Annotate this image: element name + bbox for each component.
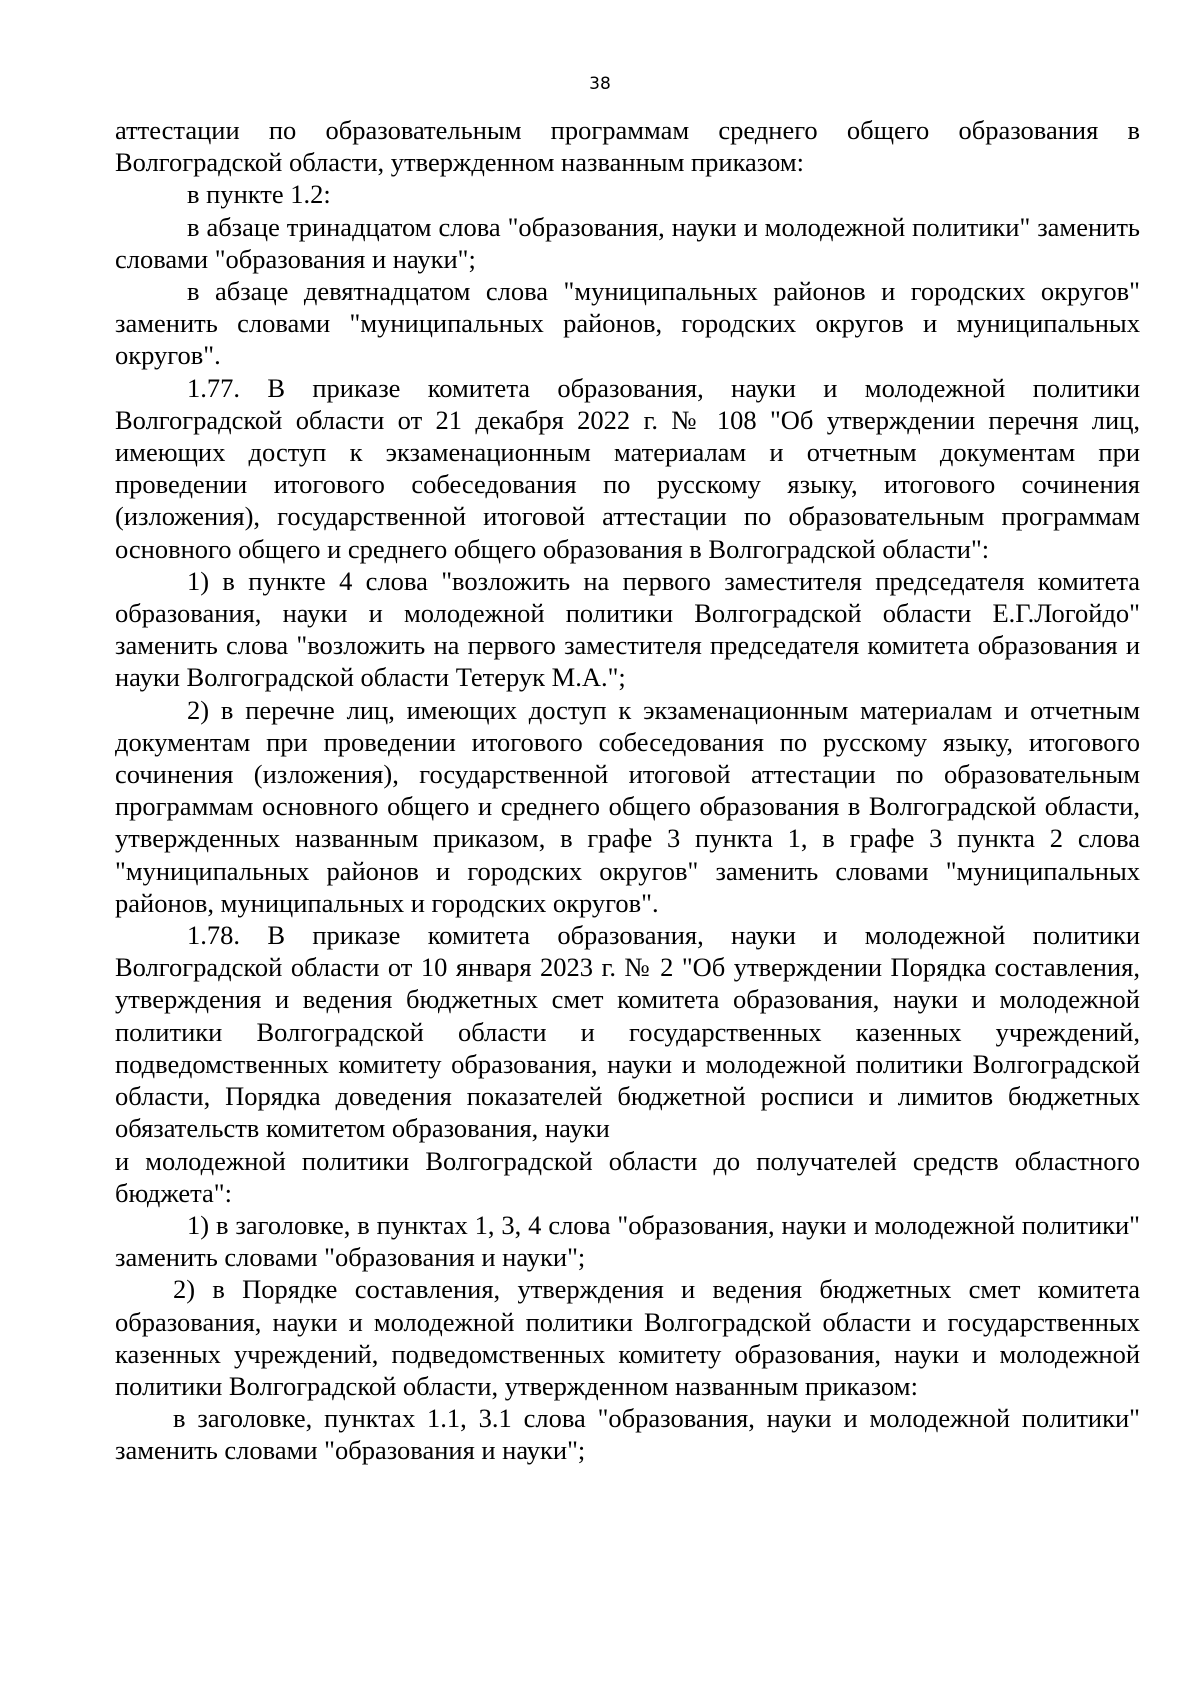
paragraph-1-78-continuation: и молодежной политики Волгоградской области до получателей средств областного бюджета": [115,1145,1140,1208]
paragraph-1-77-item-2: 2) в перечне лиц, имеющих доступ к экзаменационным материалам и отчетным документам при проведении итогового собеседования по русскому языку, итогового сочинения (изложения), государственной итоговой аттестации по образовательным программам основного общего и среднего общего образования в Волгоградской области, утвержденных названным приказом, в графе 3 пункта 1, в графе 3 пункта 2 слова "муниципальных районов и городских округов" заменить словами "муниципальных районов, муниципальных и городских округов". [115,694,1140,918]
paragraph-1-78-item-2: 2) в Порядке составления, утверждения и ведения бюджетных смет комитета образования, науки и молодежной политики Волгоградской области и государственных казенных учреждений, подведомственных комитету образования, науки и молодежной политики Волгоградской области, утвержденном названным приказом: [115,1274,1140,1401]
page-number: 38 [589,74,611,94]
paragraph-1-77: 1.77. В приказе комитета образования, науки и молодежной политики Волгоградской области от 21 декабря 2022 г. № 108 "Об утверждении перечня лиц, имеющих доступ к экзаменационным материалам и отчетным документам при проведении итогового собеседования по русскому языку, итогового сочинения (изложения), государственной итоговой аттестации по образовательным программам основного общего и среднего общего образования в Волгоградской области": [115,372,1140,564]
paragraph-zagolovok: в заголовке, пунктах 1.1, 3.1 слова "образования, науки и молодежной политики" заменить словами "образования и науки"; [115,1403,1140,1466]
paragraph-1-78: 1.78. В приказе комитета образования, науки и молодежной политики Волгоградской области от 10 января 2023 г. № 2 "Об утверждении Порядка составления, утверждения и ведения бюджетных смет комитета образования, науки и молодежной политики Волгоградской области и государственных казенных учреждений, подведомственных комитету образования, науки и молодежной политики Волгоградской области, Порядка доведения показателей бюджетной росписи и лимитов бюджетных обязательств комитетом образования, науки [115,920,1140,1144]
paragraph-1-78-item-1: 1) в заголовке, в пунктах 1, 3, 4 слова "образования, науки и молодежной политики" заменить словами "образования и науки"; [115,1209,1140,1273]
paragraph-1-77-item-1: 1) в пункте 4 слова "возложить на первого заместителя председателя комитета образования, науки и молодежной политики Волгоградской области Е.Г.Логойдо" заменить слова "возложить на первого заместителя председателя комитета образования и науки Волгоградской области Тетерук М.А."; [115,565,1140,693]
paragraph-abzac-19: в абзаце девятнадцатом слова "муниципальных районов и городских округов" заменить словами "муниципальных районов, городских округов и муниципальных округов". [115,276,1140,371]
paragraph-point-1-2: в пункте 1.2: [187,179,331,210]
document-body [115,114,1140,1467]
paragraph-continuation: аттестации по образовательным программам среднего общего образования в Волгоградской области, утвержденном названным приказом: [115,115,1140,178]
paragraph-abzac-13: в абзаце тринадцатом слова "образования, науки и молодежной политики" заменить словами "образования и науки"; [115,211,1140,274]
